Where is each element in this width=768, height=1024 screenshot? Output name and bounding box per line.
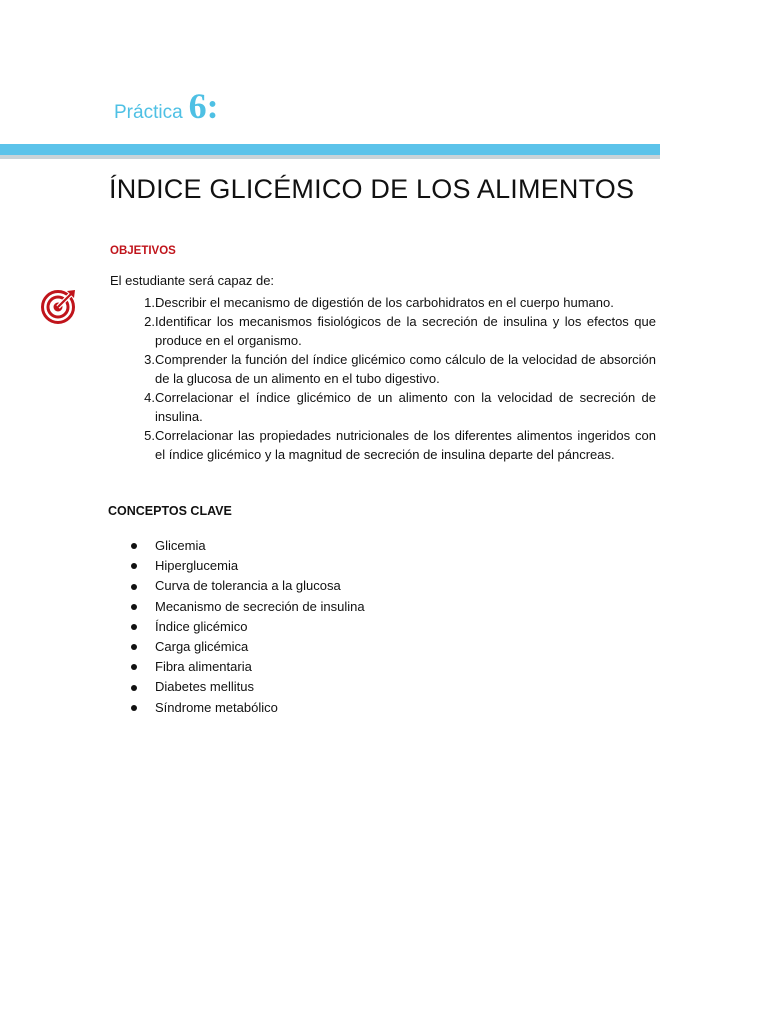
bullet-icon: [110, 597, 155, 617]
objective-number: 3.: [144, 352, 155, 367]
objective-item: [110, 388, 656, 426]
concept-item: [110, 597, 365, 617]
objective-item: [110, 426, 656, 464]
concept-text: Glicemia: [155, 538, 206, 553]
bullet-icon: [110, 617, 155, 637]
objectives-list: [110, 293, 656, 464]
target-icon: [40, 287, 78, 325]
bullet-icon: [110, 536, 155, 556]
objective-number: 5.: [144, 428, 155, 443]
concept-text: Diabetes mellitus: [155, 679, 254, 695]
concept-item: [110, 637, 365, 657]
bullet-icon: [110, 657, 155, 677]
concept-text: Mecanismo de secreción de insulina: [155, 598, 365, 614]
key-concepts-list: [110, 536, 365, 718]
concept-text: Carga glicémica: [155, 639, 249, 655]
concept-item: [110, 556, 365, 576]
practice-header: [114, 88, 219, 124]
objectives-intro: El estudiante será capaz de:: [110, 273, 275, 288]
objective-item: [110, 312, 656, 350]
objective-item: [110, 293, 656, 312]
objective-number: 2.: [144, 314, 155, 329]
bullet-icon: [110, 678, 155, 698]
concept-text: Fibra alimentaria: [155, 659, 252, 675]
objectives-heading: OBJETIVOS: [110, 245, 176, 257]
concept-item: [110, 576, 365, 596]
bullet-icon: [110, 637, 155, 657]
header-rule: [0, 144, 660, 155]
concept-text: Síndrome metabólico: [155, 699, 278, 715]
objective-number: 1.: [144, 295, 155, 310]
objective-text: Correlacionar las propiedades nutricionales de los diferentes alimentos ingeridos con el índice glicémico y la magnitud de secreción de insulina departe del páncreas.: [155, 428, 656, 462]
objective-text: Correlacionar el índice glicémico de un alimento con la velocidad de secreción de insulina.: [155, 390, 656, 424]
objective-item: [110, 350, 656, 388]
bullet-icon: [110, 556, 155, 576]
bullet-icon: [110, 577, 155, 597]
concept-item: [110, 698, 365, 718]
concept-item: [110, 677, 365, 697]
objective-text: Describir el mecanismo de digestión de los carbohidratos en el cuerpo humano.: [155, 295, 614, 310]
objective-text: Comprender la función del índice glicémico como cálculo de la velocidad de absorción de la glucosa de un alimento en el tubo digestivo.: [155, 352, 656, 386]
objective-number: 4.: [144, 390, 155, 405]
objective-text: Identificar los mecanismos fisiológicos de la secreción de insulina y los efectos que produce en el organismo.: [155, 314, 656, 348]
page-title: ÍNDICE GLICÉMICO DE LOS ALIMENTOS: [109, 174, 635, 204]
practice-label: Práctica: [114, 102, 183, 123]
practice-number: 6:: [188, 86, 219, 126]
key-concepts-heading: CONCEPTOS CLAVE: [108, 504, 232, 518]
concept-item: [110, 536, 365, 556]
concept-text: Hiperglucemia: [155, 558, 239, 574]
concept-text: Curva de tolerancia a la glucosa: [155, 578, 341, 594]
concept-text: Índice glicémico: [155, 618, 248, 634]
concept-item: [110, 657, 365, 677]
bullet-icon: [110, 698, 155, 718]
concept-item: [110, 617, 365, 637]
